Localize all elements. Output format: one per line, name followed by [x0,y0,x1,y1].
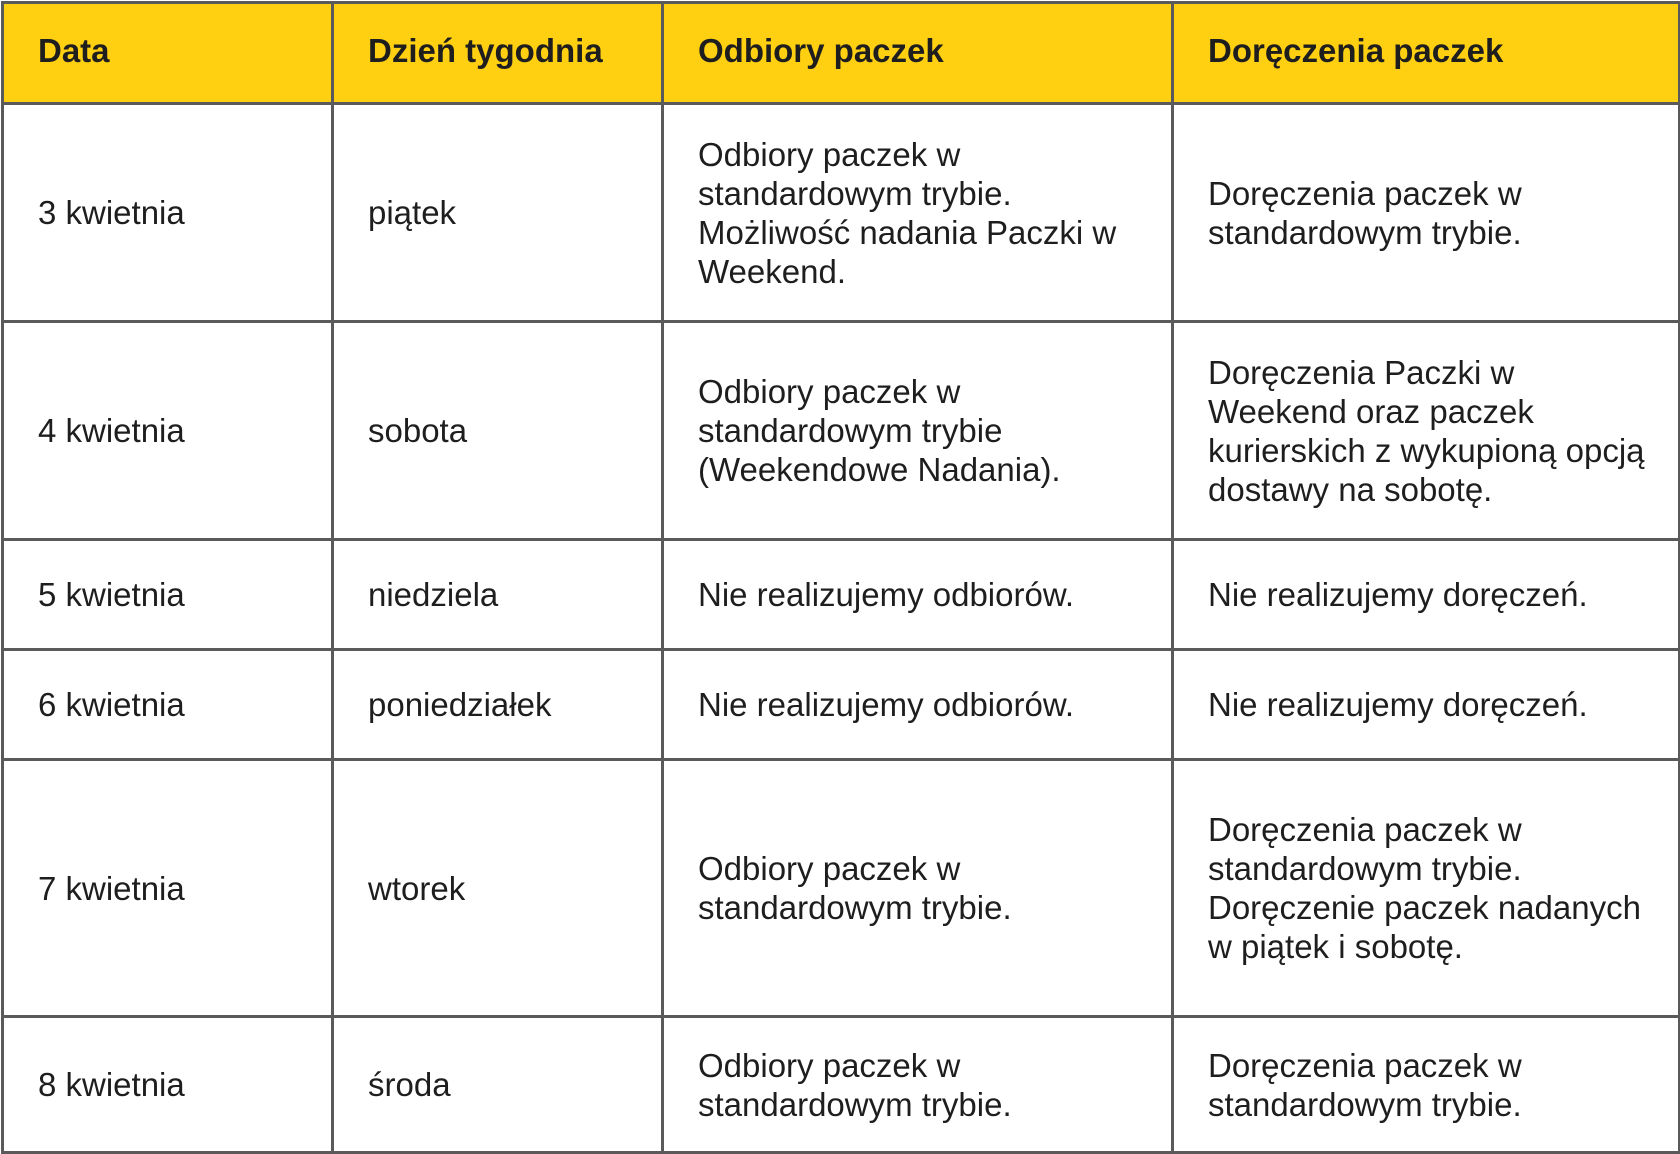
table-header [3,3,1680,104]
header-row [3,3,1680,104]
cell-deliveries: Doręczenia paczek w standardowym trybie. Doręczenie paczek nadanych w piątek i sobotę. [1173,760,1680,1017]
table-row [3,322,1680,540]
cell-deliveries: Nie realizujemy doręczeń. [1173,540,1680,650]
schedule-table [1,1,1680,1154]
cell-pickups: Odbiory paczek w standardowym trybie. Możliwość nadania Paczki w Weekend. [663,104,1173,322]
table-row [3,760,1680,1017]
cell-day: poniedziałek [333,650,663,760]
cell-day: sobota [333,322,663,540]
cell-date: 8 kwietnia [3,1017,333,1153]
header-day-of-week: Dzień tygodnia [333,3,663,104]
table-row [3,104,1680,322]
cell-day: wtorek [333,760,663,1017]
cell-pickups: Nie realizujemy odbiorów. [663,650,1173,760]
cell-date: 3 kwietnia [3,104,333,322]
header-deliveries: Doręczenia paczek [1173,3,1680,104]
header-pickups: Odbiory paczek [663,3,1173,104]
cell-date: 6 kwietnia [3,650,333,760]
cell-day: środa [333,1017,663,1153]
cell-pickups: Odbiory paczek w standardowym trybie (Weekendowe Nadania). [663,322,1173,540]
cell-deliveries: Doręczenia paczek w standardowym trybie. [1173,1017,1680,1153]
table-row [3,540,1680,650]
table-row [3,650,1680,760]
cell-date: 7 kwietnia [3,760,333,1017]
cell-day: piątek [333,104,663,322]
header-date: Data [3,3,333,104]
cell-date: 4 kwietnia [3,322,333,540]
cell-pickups: Odbiory paczek w standardowym trybie. [663,1017,1173,1153]
cell-deliveries: Doręczenia Paczki w Weekend oraz paczek kurierskich z wykupioną opcją dostawy na sobotę. [1173,322,1680,540]
cell-date: 5 kwietnia [3,540,333,650]
cell-day: niedziela [333,540,663,650]
cell-pickups: Nie realizujemy odbiorów. [663,540,1173,650]
table-body [3,104,1680,1153]
cell-pickups: Odbiory paczek w standardowym trybie. [663,760,1173,1017]
cell-deliveries: Nie realizujemy doręczeń. [1173,650,1680,760]
table-row [3,1017,1680,1153]
cell-deliveries: Doręczenia paczek w standardowym trybie. [1173,104,1680,322]
